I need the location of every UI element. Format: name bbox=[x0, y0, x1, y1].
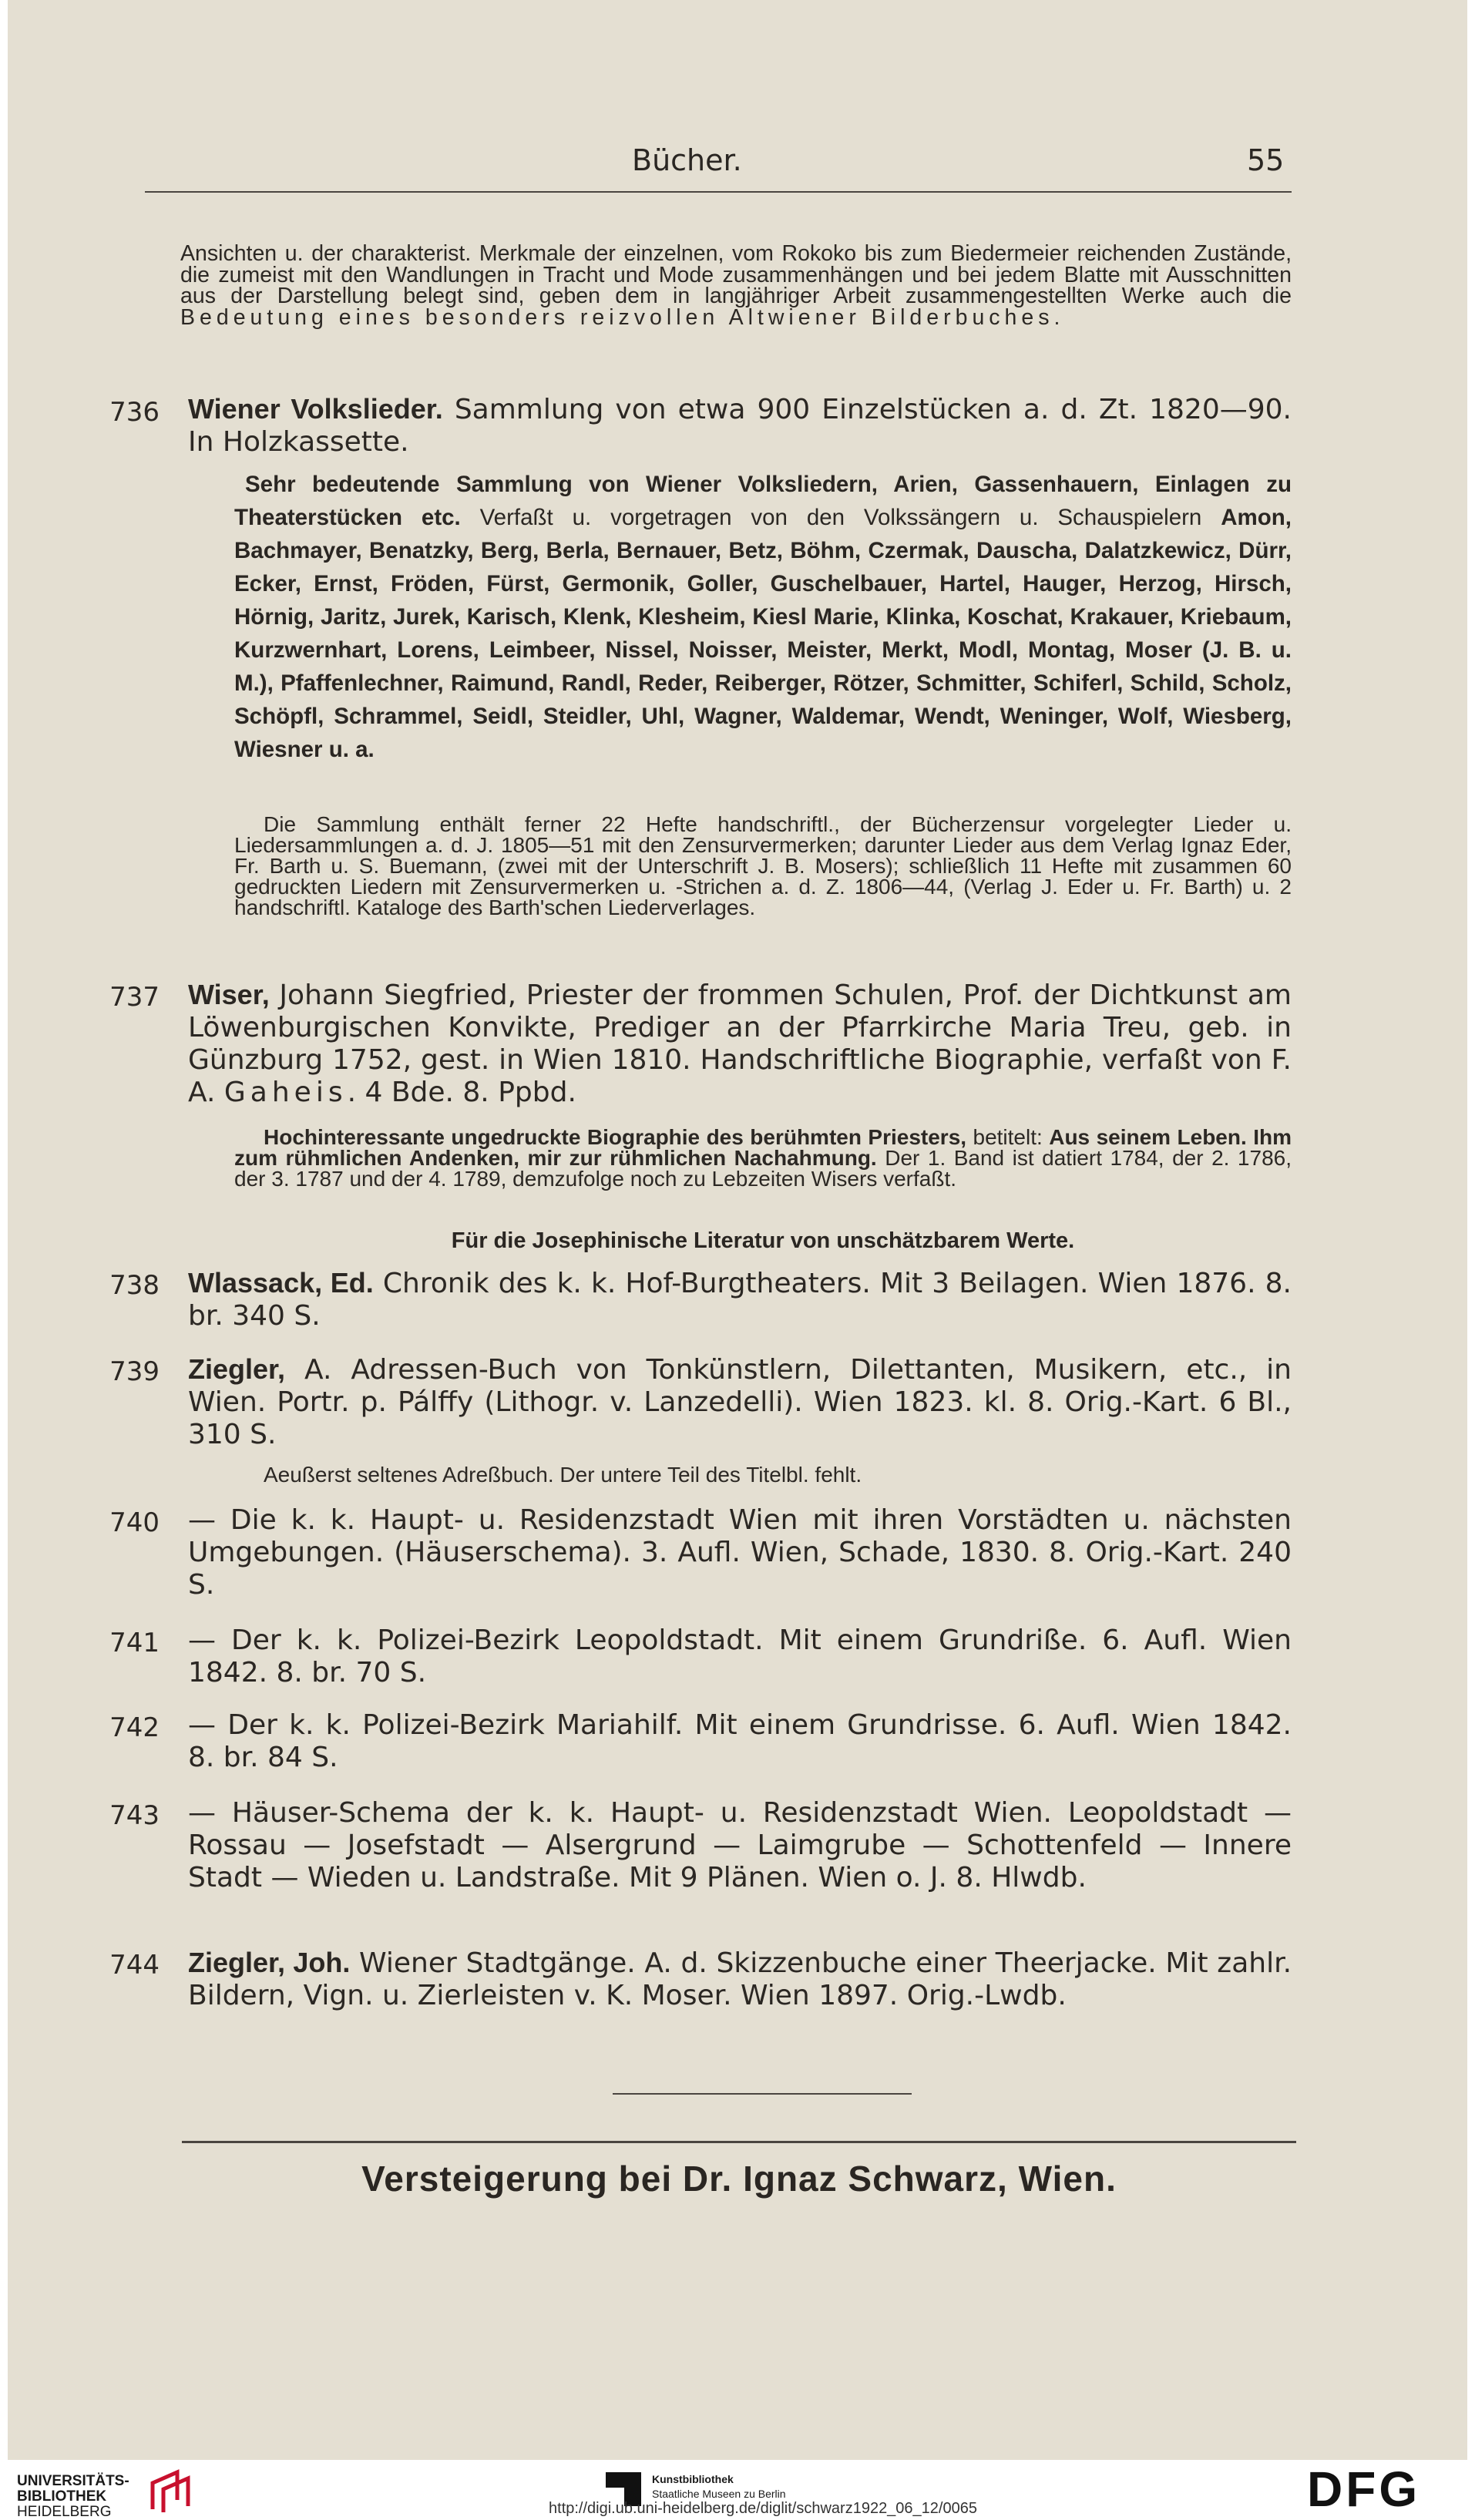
entry-number-741: 741 bbox=[109, 1628, 160, 1658]
entry-744-author: Ziegler, Joh. bbox=[188, 1947, 351, 1978]
entry-736-small-note bbox=[234, 814, 1292, 918]
entry-number-737: 737 bbox=[109, 982, 160, 1013]
entry-738-author: Wlassack, Ed. bbox=[188, 1267, 374, 1299]
entry-738-title bbox=[188, 1267, 1292, 1332]
footer-rule bbox=[182, 2141, 1296, 2143]
entry-737-note-bold2: Aus seinem Leben. Ihm zum rühmlichen Andenken, mir zur rühmlichen Nachahmung. bbox=[234, 1125, 1292, 1170]
running-head-title: Bücher. bbox=[632, 143, 742, 177]
entry-737-highlight: Für die Josephinische Literatur von unschätzbarem Werte. bbox=[451, 1228, 1075, 1253]
entry-737-note-normal2: Der 1. Band ist datiert 1784, der 2. 1786, der 3. 1787 und der 4. 1789, demzufolge noch zu Lebzeiten Wisers verfaßt. bbox=[234, 1146, 1292, 1191]
entry-number-742: 742 bbox=[109, 1712, 160, 1743]
auction-house-footer: Versteigerung bei Dr. Ignaz Schwarz, Wien. bbox=[361, 2159, 1117, 2199]
page-number: 55 bbox=[1247, 143, 1285, 177]
library-line-3: HEIDELBERG bbox=[17, 2504, 112, 2520]
entry-737-note-bold: Hochinteressante ungedruckte Biographie des berühmten Priesters, bbox=[264, 1125, 967, 1149]
museum-line-1: Kunstbibliothek bbox=[652, 2473, 734, 2485]
header-rule bbox=[145, 191, 1292, 193]
scanned-page bbox=[8, 0, 1467, 2460]
entry-736-note-names: Amon, Bachmayer, Benatzky, Berg, Berla, Bernauer, Betz, Böhm, Czermak, Dauscha, Dalatzkewicz, Dürr, Ecker, Ernst, Fröden, Fürst, Germonik, Goller, Guschelbauer, Hartel, Hauger, Herzog, Hirsch, Hörnig, Jaritz, Jurek, Karisch, Klenk, Klesheim, Kiesl Marie, Klinka, Koschat, Krakauer, Kriebaum, Kurzwernhart, Lorens, Leimbeer, Nissel, Noisser, Meister, Merkt, Modl, Montag, Moser (J. B. u. M.), Pfaffenlechner, Raimund, Randl, Reder, Reiberger, Rötzer, Schmitter, Schiferl, Schild, Scholz, Schöpfl, Schrammel, Seidl, Steidler, Uhl, Wagner, Waldemar, Wendt, Weninger, Wolf, Wiesberg, Wiesner u. a. bbox=[234, 505, 1292, 762]
entry-number-738: 738 bbox=[109, 1270, 160, 1301]
entry-737-note bbox=[234, 1127, 1292, 1189]
entry-739-text: A. Adressen-Buch von Tonkünstlern, Dilettanten, Musikern, etc., in Wien. Portr. p. Pálffy (Lithogr. v. Lanzedelli). Wien 1823. kl. 8. Orig.-Kart. 6 Bl., 310 S. bbox=[188, 1354, 1292, 1450]
museum-line-2: Staatliche Museen zu Berlin bbox=[652, 2488, 786, 2500]
entry-738-text: Chronik des k. k. Hof-Burgtheaters. Mit 3 Beilagen. Wien 1876. 8. br. 340 S. bbox=[188, 1268, 1292, 1332]
entry-number-740: 740 bbox=[109, 1507, 160, 1538]
entry-739-title bbox=[188, 1353, 1292, 1451]
entry-736-note-normal: Verfaßt u. vorgetragen von den Volkssängern u. Schauspielern bbox=[460, 505, 1221, 530]
entry-743-text: — Häuser-Schema der k. k. Haupt- u. Residenzstadt Wien. Leopoldstadt — Rossau — Josefstadt — Alsergrund — Laimgrube — Schottenfeld — Innere Stadt — Wieden u. Landstraße. Mit 9 Plänen. Wien o. J. 8. Hlwdb. bbox=[188, 1797, 1292, 1893]
entry-742-text: — Der k. k. Polizei-Bezirk Mariahilf. Mit einem Grundrisse. 6. Aufl. Wien 1842. 8. br. 84 S. bbox=[188, 1709, 1292, 1773]
heidelberg-logo-icon bbox=[146, 2469, 200, 2514]
entry-number-739: 739 bbox=[109, 1356, 160, 1387]
entry-737-spaced-name: Gaheis bbox=[223, 1077, 348, 1108]
entry-736-note-bold: Sehr bedeutende Sammlung von Wiener Volksliedern, Arien, Gassenhauern, Einlagen zu Theaterstücken etc. bbox=[234, 472, 1292, 530]
entry-739-author: Ziegler, bbox=[188, 1353, 286, 1385]
museum-label bbox=[652, 2472, 786, 2502]
entry-736-note bbox=[234, 468, 1292, 766]
entry-740-text: — Die k. k. Haupt- u. Residenzstadt Wien mit ihren Vorstädten u. nächsten Umgebungen. (Häuserschema). 3. Aufl. Wien, Schade, 1830. 8. Orig.-Kart. 240 S. bbox=[188, 1504, 1292, 1601]
entry-737-note-normal: betitelt: bbox=[966, 1125, 1050, 1149]
entry-737-title bbox=[188, 979, 1292, 1109]
document-url[interactable]: http://digi.ub.uni-heidelberg.de/diglit/schwarz1922_06_12/0065 bbox=[549, 2500, 977, 2517]
entry-744-text: Wiener Stadtgänge. A. d. Skizzenbuche einer Theerjacke. Mit zahlr. Bildern, Vign. u. Zierleisten v. K. Moser. Wien 1897. Orig.-Lwdb. bbox=[188, 1947, 1292, 2011]
dfg-logo: DFG bbox=[1307, 2461, 1421, 2517]
entry-number-743: 743 bbox=[109, 1800, 160, 1831]
library-line-1: UNIVERSITÄTS- bbox=[17, 2473, 129, 2489]
short-separator-rule bbox=[613, 2093, 912, 2095]
intro-spaced-text: Bedeutung eines besonders reizvollen Altwiener Bilderbuches. bbox=[180, 304, 1065, 330]
intro-text: Ansichten u. der charakterist. Merkmale der einzelnen, vom Rokoko bis zum Biedermeier reichenden Zustände, die zumeist mit den Wandlungen in Tracht und Mode zusammenhängen und bei jedem Blatte mit Ausschnitten aus der Darstellung belegt sind, geben dem in langjähriger Arbeit zusammengestellten Werke auch die bbox=[180, 241, 1292, 308]
entry-number-744: 744 bbox=[109, 1950, 160, 1981]
entry-737-text: Johann Siegfried, Priester der frommen Schulen, Prof. der Dichtkunst am Löwenburgischen Konvikte, Prediger an der Pfarrkirche Maria Treu, geb. in Günzburg 1752, gest. in Wien 1810. Handschriftliche Biographie, verfaßt von F. A. bbox=[188, 979, 1292, 1108]
entry-736-text: Sammlung von etwa 900 Einzelstücken a. d. Zt. 1820—90. In Holzkassette. bbox=[188, 394, 1292, 458]
entry-736-small-note-text: Die Sammlung enthält ferner 22 Hefte handschriftl., der Bücherzensur vorgelegter Lieder u. Liedersammlungen a. d. J. 1805—51 mit den Zensurvermerken; darunter Lieder aus dem Verlag Ignaz Eder, Fr. Barth u. S. Buemann, (zwei mit der Unterschrift J. B. Mosers); schließlich 11 Hefte mit zusammen 60 gedruckten Liedern mit Zensurvermerken u. -Strichen a. d. Z. 1806—44, (Verlag J. Eder u. Fr. Barth) u. 2 handschriftl. Kataloge des Barth'schen Liederverlages. bbox=[234, 812, 1292, 919]
entry-737-author: Wiser, bbox=[188, 979, 270, 1010]
entry-number-736: 736 bbox=[109, 397, 160, 428]
library-line-2: BIBLIOTHEK bbox=[17, 2488, 107, 2505]
entry-741-text: — Der k. k. Polizei-Bezirk Leopoldstadt. Mit einem Grundriße. 6. Aufl. Wien 1842. 8. br. 70 S. bbox=[188, 1625, 1292, 1688]
entry-739-note: Aeußerst seltenes Adreßbuch. Der untere Teil des Titelbl. fehlt. bbox=[264, 1463, 862, 1487]
heidelberg-library-label bbox=[17, 2474, 129, 2520]
viewer-footer bbox=[0, 2460, 1475, 2518]
entry-736-author: Wiener Volkslieder. bbox=[188, 393, 443, 425]
entry-737-text-end: . 4 Bde. 8. Ppbd. bbox=[347, 1077, 576, 1108]
intro-paragraph bbox=[180, 241, 1292, 330]
entry-744-title bbox=[188, 1947, 1292, 2012]
entry-736-title bbox=[188, 393, 1292, 459]
